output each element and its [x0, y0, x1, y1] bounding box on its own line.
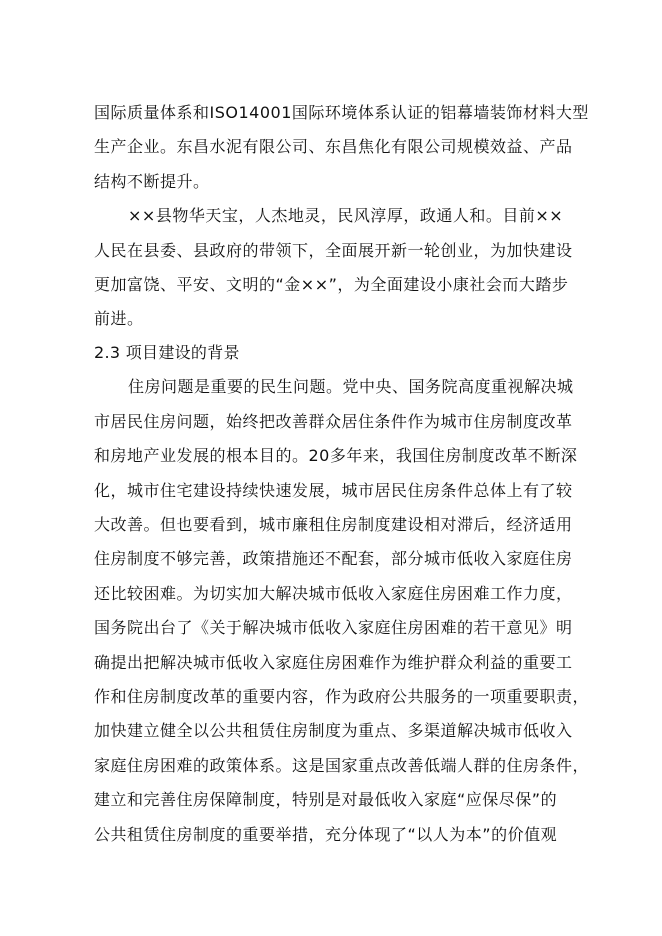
- para3-line-11: 加快建立健全以公共租赁住房制度为重点、多渠道解决城市低收入: [94, 721, 573, 740]
- para3-line-14: 公共租赁住房制度的重要举措，充分体现了“以人为本”的价值观: [94, 825, 558, 844]
- para2-line-2: 人民在县委、县政府的带领下，全面展开新一轮创业，为加快建设: [94, 241, 573, 260]
- para3-line-2: 市居民住房问题，始终把改善群众居住条件作为城市住房制度改革: [94, 412, 573, 431]
- para3-line-3: 和房地产业发展的根本目的。20多年来，我国住房制度改革不断深: [94, 446, 578, 465]
- para3-line-10: 作和住房制度改革的重要内容，作为政府公共服务的一项重要职责，: [94, 687, 590, 706]
- para1-line-1: 国际质量体系和ISO14001国际环境体系认证的铝幕墙装饰材料大型: [94, 103, 589, 122]
- section-heading: 2.3 项目建设的背景: [94, 343, 240, 362]
- para3-line-6: 住房制度不够完善，政策措施还不配套，部分城市低收入家庭住房: [94, 549, 573, 568]
- para3-line-7: 还比较困难。为切实加大解决城市低收入家庭住房困难工作力度，: [94, 584, 573, 603]
- para3-line-1: 住房问题是重要的民生问题。党中央、国务院高度重视解决城: [128, 377, 574, 396]
- para3-line-12: 家庭住房困难的政策体系。这是国家重点改善低端人群的住房条件，: [94, 756, 590, 775]
- para1-line-2: 生产企业。东昌水泥有限公司、东昌焦化有限公司规模效益、产品: [94, 137, 573, 156]
- para3-line-5: 大改善。但也要看到，城市廉租住房制度建设相对滞后，经济适用: [94, 515, 573, 534]
- para3-line-9: 确提出把解决城市低收入家庭住房困难作为维护群众利益的重要工: [94, 653, 573, 672]
- para1-line-3: 结构不断提升。: [94, 172, 210, 191]
- para2-line-4: 前进。: [94, 309, 144, 328]
- para2-line-1: ××县物华天宝，人杰地灵，民风淳厚，政通人和。目前××: [128, 206, 564, 225]
- para3-line-13: 建立和完善住房保障制度，特别是对最低收入家庭“应保尽保”的: [94, 790, 558, 809]
- para2-line-3: 更加富饶、平安、文明的“金××”，为全面建设小康社会而大踏步: [94, 275, 569, 294]
- para3-line-8: 国务院出台了《关于解决城市低收入家庭住房困难的若干意见》明: [94, 618, 573, 637]
- para3-line-4: 化，城市住宅建设持续快速发展，城市居民住房条件总体上有了较: [94, 481, 573, 500]
